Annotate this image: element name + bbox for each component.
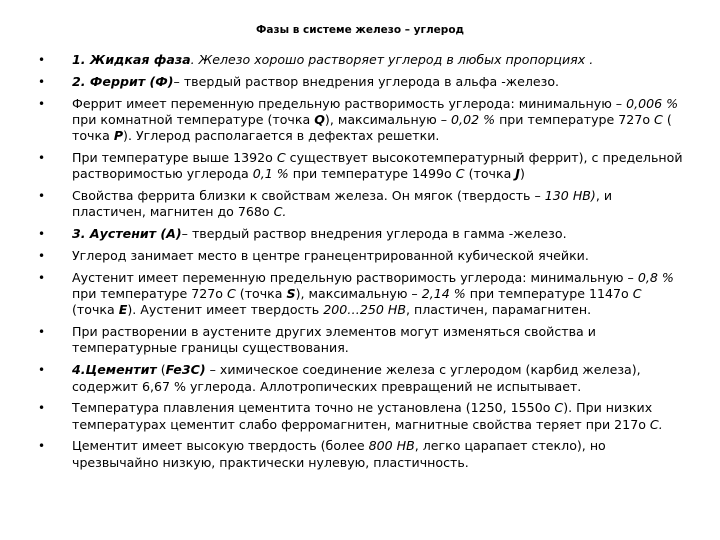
bullet-text-run: P <box>113 128 124 144</box>
bullet-text-run: ) <box>519 166 525 182</box>
bullet-item <box>38 248 688 264</box>
bullet-text-run: С <box>632 286 642 302</box>
bullet-text-run: Q <box>314 111 325 127</box>
bullet-text-run: Цементит имеет высокую твердость (более <box>72 438 369 454</box>
bullet-item <box>38 362 688 395</box>
bullet-text-run: ), максимальную – <box>295 286 422 302</box>
bullet-text-run: С <box>276 149 286 165</box>
bullet-text-run: . Железо хорошо растворяет углерод в любых пропорциях . <box>190 52 594 67</box>
bullet-text-run: 0,006 % <box>626 95 679 111</box>
bullet-text-run: – химическое соединение железа с углеродом (карбид железа), содержит 6,67 % углерода. Аллотропических превращений не испытывает. <box>72 362 641 394</box>
bullet-text-run: 2,14 % <box>421 286 466 302</box>
bullet-text-run: существует высокотемпературный феррит), с предельной растворимостью углерода <box>72 149 683 182</box>
bullet-text-run: 4.Цементит <box>72 362 157 378</box>
bullet-text-run: Свойства феррита близки к свойствам железа. Он мягок (твердость – <box>72 188 545 204</box>
bullet-list <box>38 52 688 477</box>
bullet-text-run: – твердый раствор внедрения углерода в альфа -железо. <box>173 73 560 89</box>
bullet-text-run: 800 НВ <box>368 438 415 454</box>
bullet-text-run: ). Аустенит имеет твердость <box>127 302 324 318</box>
bullet-text-run: Fe3C) <box>165 362 206 378</box>
bullet-text-run: J <box>515 166 520 182</box>
bullet-text-run: С. <box>273 204 287 220</box>
bullet-text-run: Углерод занимает место в центре гранецентрированной кубической ячейки. <box>72 247 589 263</box>
bullet-text-run: при температуре 727о <box>72 286 227 302</box>
bullet-text-run: 3. Аустенит (А) <box>72 226 182 242</box>
bullet-text-run: Феррит имеет переменную предельную растворимость углерода: минимальную – <box>72 95 627 111</box>
bullet-text-run: при температуре 1499о <box>288 166 456 182</box>
bullet-text-run: ), максимальную – <box>324 111 452 127</box>
bullet-text-run: ). Углерод располагается в дефектах решетки. <box>123 128 440 144</box>
bullet-item <box>38 188 688 221</box>
bullet-text-run: 2. Феррит (Ф) <box>72 73 174 89</box>
bullet-text-run: 130 НВ) <box>544 188 596 204</box>
bullet-text-run: , пластичен, парамагнитен. <box>406 302 592 318</box>
bullet-text-run: С <box>654 111 663 127</box>
bullet-text-run: – твердый раствор внедрения углерода в гамма -железо. <box>181 226 567 242</box>
bullet-text-run: ( точка <box>72 111 672 144</box>
bullet-item <box>38 74 688 90</box>
bullet-text-run: Температура плавления цементита точно не установлена (1250, 1550о <box>72 400 555 416</box>
bullet-item <box>38 96 688 145</box>
bullet-text-run: 0,8 % <box>637 269 674 285</box>
bullet-item <box>38 324 688 357</box>
bullet-text-run: , легко царапает стекло), но чрезвычайно низкую, практически нулевую, пластичность. <box>72 438 606 470</box>
bullet-text-run: 1. Жидкая фаза <box>72 52 191 67</box>
bullet-item <box>38 270 688 319</box>
bullet-text-run: С <box>455 166 465 182</box>
bullet-text-run: (точка <box>464 166 516 182</box>
bullet-text-run: С <box>226 286 236 302</box>
bullet-text-run: Е <box>118 302 128 318</box>
bullet-text-run: при температуре 727о <box>495 111 655 127</box>
bullet-item <box>38 226 688 242</box>
bullet-text-run: При растворении в аустените других элементов могут изменяться свойства и температурные границы существования. <box>72 324 596 356</box>
bullet-text-run: 200…250 НВ <box>323 302 407 318</box>
bullet-item <box>38 400 688 433</box>
bullet-text-run: ( <box>156 362 166 378</box>
bullet-item <box>38 150 688 183</box>
bullet-item <box>38 52 688 68</box>
bullet-text-run: (точка <box>235 286 287 302</box>
bullet-text-run: При температуре выше 1392о <box>72 149 277 165</box>
bullet-text-run: при температуре 1147о <box>465 286 633 302</box>
bullet-text-run: , и пластичен, магнитен до 768о <box>72 188 613 220</box>
bullet-text-run: 0,02 % <box>451 111 496 127</box>
slide-title: Фазы в системе железо – углерод <box>255 24 465 36</box>
bullet-text-run: при комнатной температуре (точка <box>72 111 315 127</box>
bullet-text-run: ). При низких температурах цементит слабо ферромагнитен, магнитные свойства теряет при 217о <box>72 400 653 432</box>
bullet-text-run: С <box>554 400 564 416</box>
bullet-text-run: С. <box>649 416 663 432</box>
bullet-text-run: 0,1 % <box>252 166 289 182</box>
bullet-text-run: (точка <box>72 302 119 318</box>
bullet-text-run: S <box>286 286 296 302</box>
bullet-text-run: Аустенит имеет переменную предельную растворимость углерода: минимальную – <box>72 269 638 285</box>
bullet-item <box>38 438 688 471</box>
